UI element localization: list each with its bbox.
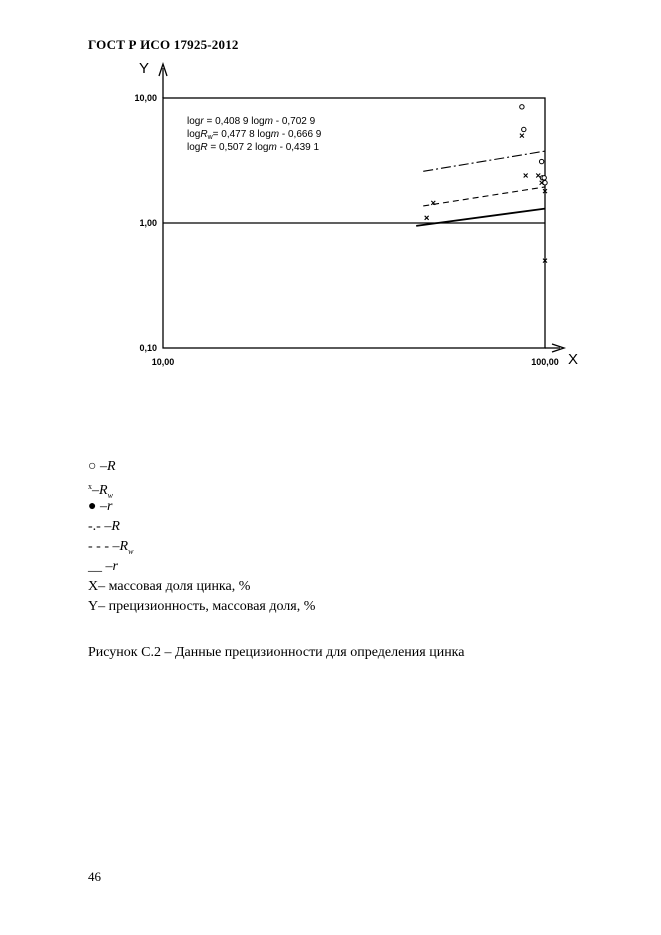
legend [88,457,315,617]
regression-line-Rw [423,187,545,206]
y-axis-label: Y [138,60,149,77]
data-point-R [520,105,524,109]
y-tick-label: 0,10 [139,343,157,353]
x-tick-label: 10,00 [151,357,175,367]
legend-item-Rw-line: - - - $-R_w$ [88,539,134,556]
y-axis-description: Y– прецизионность, массовая доля, % [88,599,316,614]
regression-equation: logr = 0,408 9 logm - 0,702 9 [187,116,316,127]
legend-item-r-points: ● –r [88,499,113,514]
legend-item-R-points: ○ –R [88,459,116,474]
regression-line-R [423,151,545,171]
data-point-Rw [536,173,540,177]
document-code: ГОСТ Р ИСО 17925-2012 [88,37,239,52]
y-tick-label: 1,00 [139,218,157,228]
regression-equation: logR$_w$= 0,477 8 logm - 0,666 9 [187,129,322,141]
x-axis-label: X [568,351,579,368]
precision-chart [0,0,661,420]
data-point-R [522,127,526,131]
x-axis-description: X– массовая доля цинка, % [88,579,251,594]
legend-item-R-line: -.- –R [88,519,120,534]
page-number: 46 [88,869,101,884]
data-point-R [542,176,546,180]
figure-caption: Рисунок С.2 – Данные прецизионности для определения цинка [88,645,465,660]
data-point-Rw [425,216,429,220]
data-point-R [539,159,543,163]
x-tick-label: 100,00 [531,357,559,367]
data-point-Rw [520,134,524,138]
data-point-Rw [524,173,528,177]
y-tick-label: 10,00 [134,93,157,103]
legend-item-Rw-points: $^x-R_w$ [88,482,113,500]
regression-equation: logR = 0,507 2 logm - 0,439 1 [187,142,320,153]
legend-item-r-line: __ –r [88,559,118,574]
